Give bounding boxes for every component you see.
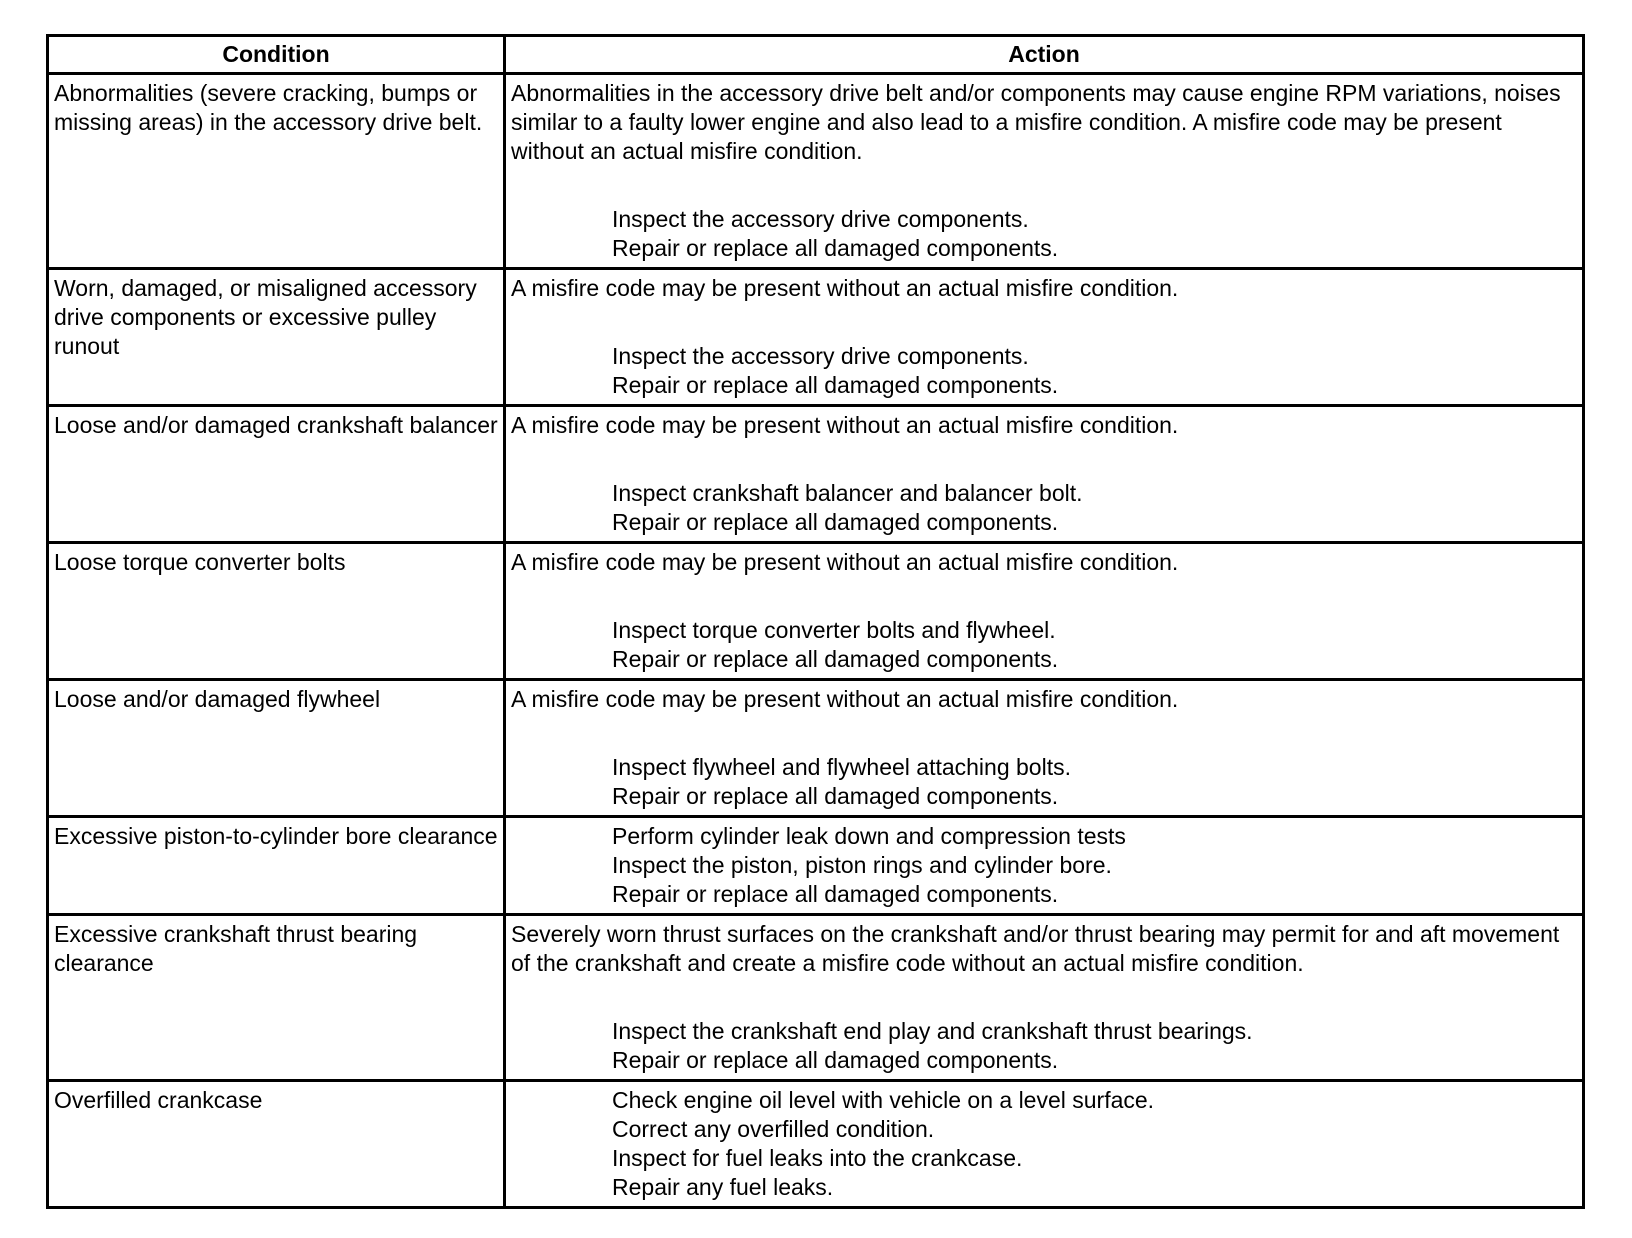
action-cell	[505, 543, 1584, 680]
table-row	[48, 74, 1584, 269]
action-step: Check engine oil level with vehicle on a level surface.	[612, 1087, 1155, 1113]
action-cell	[505, 915, 1584, 1081]
table-row	[48, 269, 1584, 406]
action-column-header: Action	[505, 36, 1584, 74]
action-step: Repair or replace all damaged components.	[612, 1047, 1059, 1073]
condition-cell: Abnormalities (severe cracking, bumps or missing areas) in the accessory drive belt.	[48, 74, 505, 269]
action-step: Repair or replace all damaged components.	[612, 881, 1059, 907]
condition-cell: Worn, damaged, or misaligned accessory drive components or excessive pulley runout	[48, 269, 505, 406]
action-step: Inspect flywheel and flywheel attaching bolts.	[612, 754, 1071, 780]
table-row	[48, 817, 1584, 915]
action-step: Repair or replace all damaged components.	[612, 509, 1059, 535]
action-cell	[505, 1081, 1584, 1208]
action-cell	[505, 74, 1584, 269]
action-cell	[505, 817, 1584, 915]
action-step: Inspect for fuel leaks into the crankcase.	[612, 1145, 1023, 1171]
action-description: Abnormalities in the accessory drive belt and/or components may cause engine RPM variations, noises similar to a faulty lower engine and also lead to a misfire condition. A misfire code may be present without an actual misfire condition.	[511, 80, 1561, 164]
action-step: Repair or replace all damaged components.	[612, 646, 1059, 672]
action-description: Severely worn thrust surfaces on the crankshaft and/or thrust bearing may permit for and aft movement of the crankshaft and create a misfire code without an actual misfire condition.	[511, 921, 1560, 976]
action-steps	[511, 205, 1577, 263]
condition-cell: Overfilled crankcase	[48, 1081, 505, 1208]
condition-cell: Excessive piston-to-cylinder bore clearance	[48, 817, 505, 915]
action-cell	[505, 269, 1584, 406]
action-steps	[511, 479, 1577, 537]
table-row	[48, 915, 1584, 1081]
action-cell	[505, 406, 1584, 543]
condition-cell: Loose torque converter bolts	[48, 543, 505, 680]
action-description: A misfire code may be present without an actual misfire condition.	[511, 686, 1179, 712]
action-step: Repair or replace all damaged components.	[612, 372, 1059, 398]
action-step: Repair or replace all damaged components.	[612, 783, 1059, 809]
condition-column-header: Condition	[48, 36, 505, 74]
action-steps	[511, 753, 1577, 811]
action-cell	[505, 680, 1584, 817]
table-row	[48, 543, 1584, 680]
action-steps	[511, 342, 1577, 400]
action-description: A misfire code may be present without an actual misfire condition.	[511, 549, 1179, 575]
action-steps	[511, 822, 1577, 909]
table-header-row	[48, 36, 1584, 74]
action-steps	[511, 1086, 1577, 1202]
table-body	[48, 74, 1584, 1208]
condition-cell: Loose and/or damaged flywheel	[48, 680, 505, 817]
action-step: Inspect crankshaft balancer and balancer bolt.	[612, 480, 1083, 506]
action-step: Repair any fuel leaks.	[612, 1174, 834, 1200]
table-row	[48, 1081, 1584, 1208]
action-step: Perform cylinder leak down and compression tests	[612, 823, 1126, 849]
action-step: Repair or replace all damaged components.	[612, 235, 1059, 261]
condition-cell: Excessive crankshaft thrust bearing clearance	[48, 915, 505, 1081]
action-step: Inspect torque converter bolts and flywheel.	[612, 617, 1056, 643]
table-row	[48, 680, 1584, 817]
action-description: A misfire code may be present without an actual misfire condition.	[511, 412, 1179, 438]
action-step: Inspect the accessory drive components.	[612, 206, 1029, 232]
action-steps	[511, 616, 1577, 674]
condition-cell: Loose and/or damaged crankshaft balancer	[48, 406, 505, 543]
action-description: A misfire code may be present without an actual misfire condition.	[511, 275, 1179, 301]
table-row	[48, 406, 1584, 543]
action-step: Inspect the accessory drive components.	[612, 343, 1029, 369]
condition-action-table	[46, 34, 1585, 1209]
action-step: Correct any overfilled condition.	[612, 1116, 935, 1142]
action-step: Inspect the piston, piston rings and cylinder bore.	[612, 852, 1112, 878]
action-step: Inspect the crankshaft end play and crankshaft thrust bearings.	[612, 1018, 1253, 1044]
action-steps	[511, 1017, 1577, 1075]
